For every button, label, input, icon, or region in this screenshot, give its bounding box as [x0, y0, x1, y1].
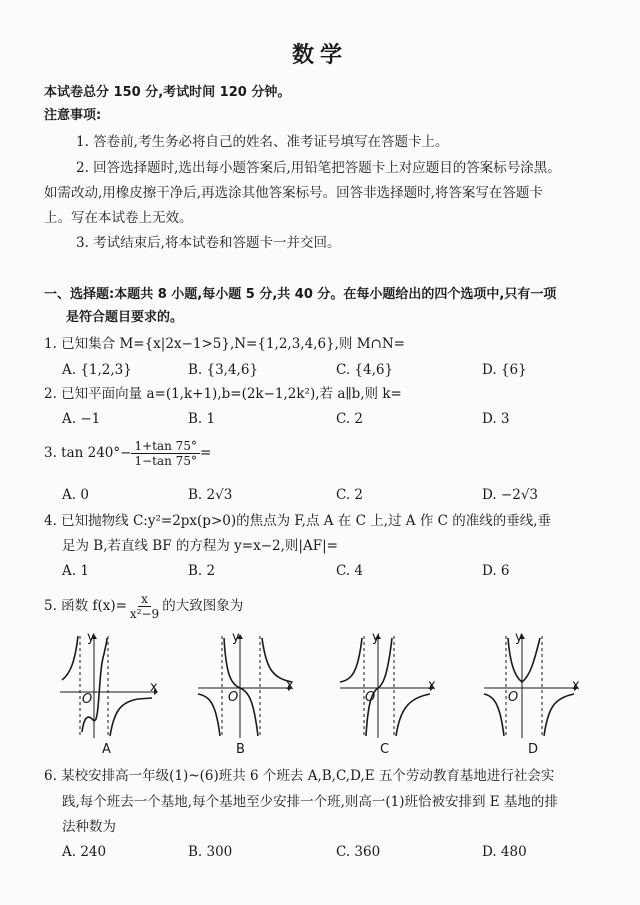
curve-left — [62, 636, 78, 680]
graph-b-y-label: y — [232, 630, 240, 645]
question-6-stem-cont2: 法种数为 — [62, 819, 116, 835]
question-3-stem — [44, 437, 211, 469]
section-heading: 一、选择题:本题共 8 小题,每小题 5 分,共 40 分。在每小题给出的四个选项中,只有一项 — [44, 287, 557, 302]
page-title: 数学 — [291, 43, 348, 68]
q5-suffix: 的大致图象为 — [162, 598, 244, 614]
q1-option-d: D. {6} — [482, 362, 527, 378]
graph-c — [338, 632, 438, 740]
q3-option-d: D. −2√3 — [482, 487, 539, 503]
q3-suffix: = — [199, 445, 212, 461]
graph-d-x-label: x — [572, 678, 580, 693]
graph-b-origin: O — [228, 690, 239, 705]
q5-denominator: x²−9 — [129, 607, 160, 621]
q3-option-c: C. 2 — [336, 487, 364, 503]
graph-c-origin: O — [365, 690, 376, 705]
q1-option-a: A. {1,2,3} — [62, 362, 132, 378]
q6-option-c: C. 360 — [336, 844, 381, 860]
curve-middle — [508, 638, 540, 682]
question-2-stem: 2. 已知平面向量 a=(1,k+1),b=(2k−1,2k²),若 a∥b,则 k= — [44, 386, 402, 402]
q3-denominator: 1−tan 75° — [134, 454, 197, 468]
notice-item: 如需改动,用橡皮擦干净后,再选涂其他答案标号。回答非选择题时,将答案写在答题卡 — [44, 185, 543, 201]
graph-a — [58, 632, 158, 740]
notice-item: 上。写在本试卷上无效。 — [44, 210, 193, 226]
notice-item: 3. 考试结束后,将本试卷和答题卡一并交回。 — [76, 235, 341, 251]
q4-option-d: D. 6 — [482, 563, 510, 579]
curve-right — [544, 694, 574, 736]
question-5-stem — [44, 590, 243, 622]
q3-option-b: B. 2√3 — [188, 487, 233, 503]
q6-option-d: D. 480 — [482, 844, 527, 860]
notice-heading: 注意事项: — [44, 108, 102, 123]
section-heading-cont: 是符合题目要求的。 — [66, 310, 184, 325]
curve-left — [198, 694, 220, 736]
graph-d-origin: O — [508, 690, 519, 705]
curve-middle — [224, 638, 258, 736]
curve-right — [110, 698, 152, 736]
q3-numerator: 1+tan 75° — [131, 439, 199, 454]
q4-option-c: C. 4 — [336, 563, 364, 579]
q3-fraction — [131, 439, 199, 468]
curve-left — [484, 694, 504, 736]
q6-option-b: B. 300 — [188, 844, 233, 860]
q2-option-a: A. −1 — [62, 411, 101, 427]
q2-option-d: D. 3 — [482, 411, 510, 427]
q6-option-a: A. 240 — [62, 844, 107, 860]
question-6-stem-cont: 践,每个班去一个基地,每个基地至少安排一个班,则高一(1)班恰被安排到 E 基地的排 — [62, 794, 558, 810]
question-1-stem: 1. 已知集合 M={x|2x−1>5},N={1,2,3,4,6},则 M∩N= — [44, 336, 405, 352]
curve-left — [340, 638, 362, 682]
curve-middle — [366, 638, 392, 736]
graph-b — [196, 632, 296, 740]
exam-intro: 本试卷总分 150 分,考试时间 120 分钟。 — [44, 85, 291, 100]
q5-numerator: x — [138, 592, 151, 607]
graph-b-x-label: x — [286, 678, 294, 693]
curve-right — [396, 694, 430, 736]
notice-item: 1. 答卷前,考生务必将自己的姓名、准考证号填写在答题卡上。 — [76, 134, 449, 150]
graph-label-d: D — [528, 742, 539, 757]
q5-prefix: 5. 函数 f(x)= — [44, 598, 127, 614]
q2-option-b: B. 1 — [188, 411, 216, 427]
graph-c-y-label: y — [372, 630, 380, 645]
graph-c-x-label: x — [428, 678, 436, 693]
q5-fraction — [127, 592, 162, 621]
graph-d-y-label: y — [515, 630, 523, 645]
q4-option-a: A. 1 — [62, 563, 89, 579]
q3-option-a: A. 0 — [62, 487, 89, 503]
question-4-stem-cont: 足为 B,若直线 BF 的方程为 y=x−2,则|AF|= — [62, 538, 338, 554]
question-6-stem: 6. 某校安排高一年级(1)~(6)班共 6 个班去 A,B,C,D,E 五个劳动教育基地进行社会实 — [44, 768, 555, 784]
graph-label-c: C — [380, 742, 390, 757]
q1-option-c: C. {4,6} — [336, 362, 394, 378]
graph-a-origin: O — [82, 692, 93, 707]
notice-item: 2. 回答选择题时,选出每小题答案后,用铅笔把答题卡上对应题目的答案标号涂黑。 — [76, 160, 561, 176]
graph-label-a: A — [102, 742, 111, 757]
graph-label-b: B — [236, 742, 245, 757]
q2-option-c: C. 2 — [336, 411, 364, 427]
graph-a-x-label: x — [150, 680, 158, 695]
q1-option-b: B. {3,4,6} — [188, 362, 259, 378]
q4-option-b: B. 2 — [188, 563, 216, 579]
question-4-stem: 4. 已知抛物线 C:y²=2px(p>0)的焦点为 F,点 A 在 C 上,过 A 作 C 的准线的垂线,垂 — [44, 513, 552, 529]
graph-d — [482, 632, 582, 740]
curve-right — [262, 638, 292, 682]
graph-a-y-label: y — [87, 630, 95, 645]
q3-prefix: 3. tan 240°− — [44, 445, 132, 461]
